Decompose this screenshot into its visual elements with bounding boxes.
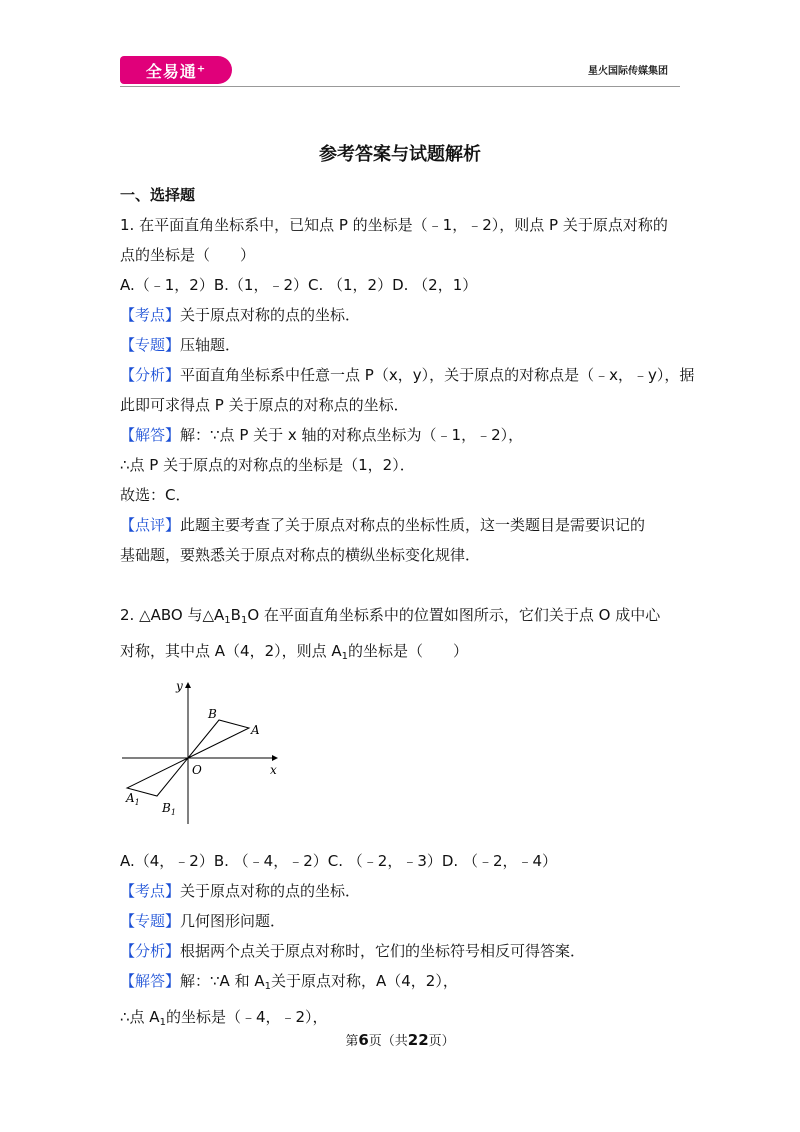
q1-fenxi-line2: 此即可求得点 P 关于原点的对称点的坐标． <box>120 396 409 414</box>
document-title: 参考答案与试题解析 <box>319 144 481 165</box>
q2-jieda-line2: ∴点 $A_1$的坐标是（﹣4，﹣2）， <box>120 1008 328 1028</box>
q1-jieda-line2: ∴点 P 关于原点的对称点的坐标是（1，2）． <box>120 456 415 474</box>
q1-stem-line2: 点的坐标是（ ） <box>120 246 256 264</box>
page-footer: 第6页（共22页） <box>345 1031 455 1049</box>
q2-jieda-line1: 【解答】解：∵A 和 $A_1$关于原点对称，A（4，2）， <box>120 972 458 992</box>
q2-fenxi: 【分析】根据两个点关于原点对称时，它们的坐标符号相反可得答案． <box>120 942 586 960</box>
document-body <box>120 180 695 1038</box>
header-divider <box>120 86 680 87</box>
point-a-label: A <box>251 723 260 737</box>
q1-zhuanti: 【专题】压轴题． <box>120 336 241 354</box>
kaodian-tag: 【考点】 <box>120 882 181 900</box>
q1-jieda-line1: 【解答】解：∵点 P 关于 x 轴的对称点坐标为（﹣1，﹣2）， <box>120 426 524 444</box>
triangle-abo <box>188 720 249 758</box>
q1-choice: 故选：C． <box>120 486 191 504</box>
zhuanti-tag: 【专题】 <box>120 336 181 354</box>
origin-label: O <box>192 763 202 777</box>
fenxi-tag: 【分析】 <box>120 366 181 384</box>
q1-dianping-line2: 基础题，要熟悉关于原点对称点的横纵坐标变化规律． <box>120 546 481 564</box>
q2-stem-line2: 对称，其中点 A（4，2），则点 $A_1$的坐标是（ ） <box>120 642 469 662</box>
x-axis-label: x <box>270 763 277 777</box>
q1-kaodian: 【考点】关于原点对称的点的坐标． <box>120 306 361 324</box>
quanyitong-logo: 全易通⁺ <box>120 56 232 84</box>
page-header <box>120 56 680 88</box>
q2-kaodian: 【考点】关于原点对称的点的坐标． <box>120 882 361 900</box>
q1-stem-line1: 1. 在平面直角坐标系中，已知点 P 的坐标是（﹣1，﹣2），则点 P 关于原点对称的 <box>120 216 668 234</box>
y-axis-arrow <box>185 682 191 688</box>
point-b-label: B <box>208 707 217 721</box>
coordinate-figure <box>122 678 292 828</box>
dianping-tag: 【点评】 <box>120 516 181 534</box>
x-axis-arrow <box>272 755 278 761</box>
zhuanti-tag: 【专题】 <box>120 912 181 930</box>
spacer <box>120 570 690 600</box>
q2-stem-line1: 2. △ABO 与$\triangle A_1B_1O$ 在平面直角坐标系中的位置如图所示，它们关于点 O 成中心 <box>120 606 661 626</box>
kaodian-tag: 【考点】 <box>120 306 181 324</box>
y-axis-label: y <box>176 679 183 693</box>
q2-zhuanti: 【专题】几何图形问题． <box>120 912 286 930</box>
q1-options: A.（﹣1，2）B.（1，﹣2）C. （1，2）D. （2，1） <box>120 276 478 294</box>
q2-options: A.（4，﹣2）B. （﹣4，﹣2）C. （﹣2，﹣3）D. （﹣2，﹣4） <box>120 852 558 870</box>
fenxi-tag: 【分析】 <box>120 942 181 960</box>
group-name: 星火国际传媒集团 <box>588 66 668 77</box>
current-page: 6 <box>358 1031 369 1049</box>
point-b1-label: $B_1$ <box>162 801 176 817</box>
jieda-tag: 【解答】 <box>120 972 181 990</box>
point-a1-label: $A_1$ <box>126 791 140 807</box>
q1-dianping-line1: 【点评】此题主要考查了关于原点对称点的坐标性质，这一类题目是需要识记的 <box>120 516 646 534</box>
total-pages: 22 <box>407 1031 429 1049</box>
triangle-a1b1o <box>127 758 188 796</box>
q1-fenxi-line1: 【分析】平面直角坐标系中任意一点 P（x，y），关于原点的对称点是（﹣x，﹣y），据 <box>120 366 695 384</box>
section-heading: 一、选择题 <box>120 186 196 204</box>
jieda-tag: 【解答】 <box>120 426 181 444</box>
